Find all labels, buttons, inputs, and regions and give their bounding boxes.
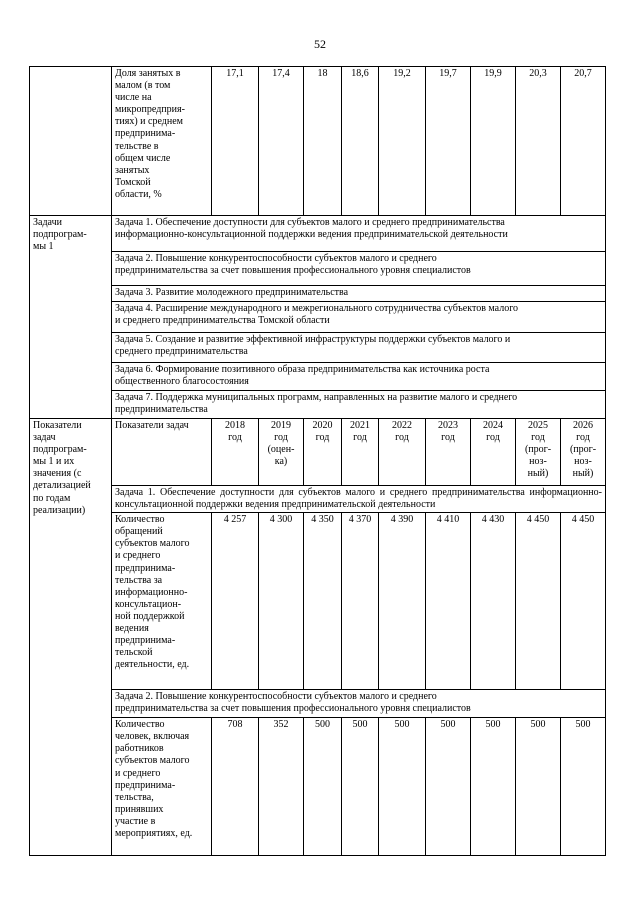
indicator-2-value-2024: 500 <box>471 718 516 856</box>
indicators-header-row <box>30 419 606 486</box>
indicator-2-value-2026: 500 <box>561 718 606 856</box>
year-2021-header: 2021 год <box>342 419 379 486</box>
indicators-section-label: Показатели задач подпрограм- мы 1 и их значения (с детализацией по годам реализации) <box>30 419 112 856</box>
indicator-1-value-2025: 4 450 <box>516 513 561 690</box>
indicator-row-1 <box>30 513 606 690</box>
task-row <box>30 363 606 391</box>
indicator-2-value-2021: 500 <box>342 718 379 856</box>
indicator-1-value-2019: 4 300 <box>259 513 304 690</box>
indicator-1-value-2026: 4 450 <box>561 513 606 690</box>
task-7-text: Задача 7. Поддержка муниципальных программ, направленных на развитие малого и среднего предпринимательства <box>112 391 606 419</box>
task-row <box>30 391 606 419</box>
year-2018-header: 2018 год <box>212 419 259 486</box>
task-5-text: Задача 5. Создание и развитие эффективной инфраструктуры поддержки субъектов малого и среднего предпринимательства <box>112 333 606 363</box>
task-row <box>30 333 606 363</box>
indicator-2-value-2020: 500 <box>304 718 342 856</box>
tasks-section-label: Задачи подпрограм- мы 1 <box>30 216 112 419</box>
share-value-2026: 20,7 <box>561 67 606 216</box>
task-3-text: Задача 3. Развитие молодежного предпринимательства <box>112 286 606 302</box>
year-2022-header: 2022 год <box>379 419 426 486</box>
share-indicator-label: Доля занятых в малом (в том числе на микропредприя- тиях) и среднем предпринима- тельстве в общем числе занятых Томской области, % <box>112 67 212 216</box>
subprogram-table <box>29 66 606 856</box>
year-2019-header: 2019 год (оцен- ка) <box>259 419 304 486</box>
indicator-2-label: Количество человек, включая работников субъектов малого и среднего предпринима- тельства, принявших участие в мероприятиях, ед. <box>112 718 212 856</box>
share-value-2020: 18 <box>304 67 342 216</box>
indicator-2-value-2018: 708 <box>212 718 259 856</box>
indicator-1-value-2021: 4 370 <box>342 513 379 690</box>
share-row <box>30 67 606 216</box>
share-value-2024: 19,9 <box>471 67 516 216</box>
task-6-text: Задача 6. Формирование позитивного образа предпринимательства как источника роста общественного благосостояния <box>112 363 606 391</box>
year-2025-header: 2025 год (прог- ноз- ный) <box>516 419 561 486</box>
share-value-2022: 19,2 <box>379 67 426 216</box>
share-value-2021: 18,6 <box>342 67 379 216</box>
indicator-1-label: Количество обращений субъектов малого и среднего предпринима- тельства за информационно- консультацион- ной поддержкой ведения предпринима- тельской деятельности, ед. <box>112 513 212 690</box>
indicator-2-value-2025: 500 <box>516 718 561 856</box>
indicator-1-value-2023: 4 410 <box>426 513 471 690</box>
indicators-task-2-text: Задача 2. Повышение конкурентоспособности субъектов малого и среднего предпринимательства за счет повышения профессионального уровня специалистов <box>112 690 606 718</box>
indicator-row-2 <box>30 718 606 856</box>
indicator-1-value-2020: 4 350 <box>304 513 342 690</box>
indicator-1-value-2024: 4 430 <box>471 513 516 690</box>
task-4-text: Задача 4. Расширение международного и межрегионального сотрудничества субъектов малого и среднего предпринимательства Томской области <box>112 302 606 333</box>
indicator-1-value-2018: 4 257 <box>212 513 259 690</box>
task-1-subheader-row <box>30 486 606 513</box>
share-value-2023: 19,7 <box>426 67 471 216</box>
indicators-task-1-text: Задача 1. Обеспечение доступности для субъектов малого и среднего предпринимательства информационно-консультационной поддержки ведения предпринимательской деятельности <box>112 486 606 513</box>
year-2023-header: 2023 год <box>426 419 471 486</box>
year-2026-header: 2026 год (прог- ноз- ный) <box>561 419 606 486</box>
share-value-2025: 20,3 <box>516 67 561 216</box>
share-value-2018: 17,1 <box>212 67 259 216</box>
task-row <box>30 302 606 333</box>
year-2024-header: 2024 год <box>471 419 516 486</box>
empty-cell <box>30 67 112 216</box>
indicator-2-value-2022: 500 <box>379 718 426 856</box>
page-number: 52 <box>314 37 326 51</box>
task-1-text: Задача 1. Обеспечение доступности для субъектов малого и среднего предпринимательства информационно-консультационной поддержки ведения предпринимательской деятельности <box>112 216 606 252</box>
year-2020-header: 2020 год <box>304 419 342 486</box>
task-row <box>30 216 606 252</box>
share-value-2019: 17,4 <box>259 67 304 216</box>
indicators-header-label: Показатели задач <box>112 419 212 486</box>
task-row <box>30 252 606 286</box>
indicator-2-value-2019: 352 <box>259 718 304 856</box>
indicator-2-value-2023: 500 <box>426 718 471 856</box>
indicator-1-value-2022: 4 390 <box>379 513 426 690</box>
task-row <box>30 286 606 302</box>
task-2-subheader-row <box>30 690 606 718</box>
task-2-text: Задача 2. Повышение конкурентоспособности субъектов малого и среднего предпринимательства за счет повышения профессионального уровня специалистов <box>112 252 606 286</box>
